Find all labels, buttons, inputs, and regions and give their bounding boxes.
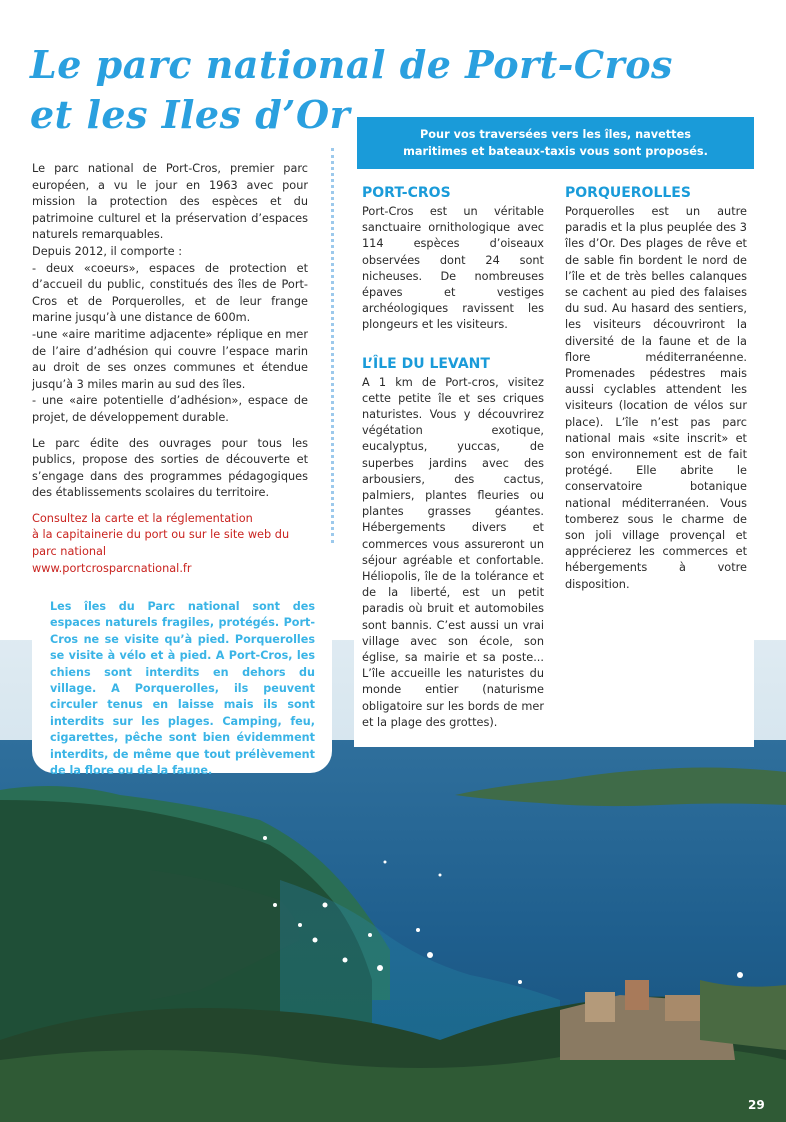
dotted-divider bbox=[331, 148, 334, 543]
section-text-porquerolles: Porquerolles est un autre paradis et la plus peuplée des 3 îles d’Or. Des plages de rêve et de sable fin bordent le nord de l’île et de très belles calanques se cachent au pied des falaises du sud. Au hasard des sentiers, les visiteurs découvriront la diversité de la faune et de la flore méditerranéenne. Promenades pédestres mais aussi cyclables attendent les visiteurs (location de vélos sur place). L’île n’est pas parc national mais «site inscrit» et son environnement est de fait protégé. Elle abrite le conservatoire botanique national méditerranéen. Vous tomberez sous le charme de son joli village provençal et apprécierez les commerces et hébergements à votre disposition. bbox=[565, 205, 747, 591]
intro-paragraph: Le parc national de Port-Cros, premier parc européen, a vu le jour en 1963 avec pour mission la protection des espèces et du patrimoine culturel et la préservation d’espaces naturels remarquables. bbox=[32, 162, 308, 242]
title-line-1: Le parc national de Port-Cros bbox=[30, 42, 673, 87]
section-heading-levant: L’ÎLE DU LEVANT bbox=[362, 355, 490, 372]
spacer bbox=[32, 502, 308, 511]
section-text-port-cros: Port-Cros est un véritable sanctuaire ornithologique avec 114 espèces d’oiseaux observées dont 24 sont nicheuses. De nombreuses épaves et vestiges archéologiques ravissent les plongeurs et les visiteurs. bbox=[362, 205, 544, 332]
section-text-levant: A 1 km de Port-cros, visitez cette petite île et ses criques naturistes. Vous y découvrirez végétation exotique, eucalyptus, yuccas, de superbes jardins avec des arbousiers, des cactus, palmiers, plantes fleuries ou plantes grasses géantes. Hébergements divers et commerces vous assureront un séjour agréable et confortable. Héliopolis, île de la tolérance et de la liberté, est un petit paradis où bruit et automobiles sont bannis. C’est aussi un vrai village avec son école, son église, sa mairie et sa poste... L’île accueille les naturistes du monde entier (naturisme obligatoire sur les bords de mer et la plage des grottes). bbox=[362, 375, 544, 729]
ferry-banner-text: Pour vos traversées vers les îles, navettes maritimes et bateaux-taxis vous sont proposés. bbox=[403, 128, 708, 158]
section-heading-port-cros: PORT-CROS bbox=[362, 185, 451, 201]
intro-paragraph: Le parc édite des ouvrages pour tous les publics, propose des sorties de découverte et s’engage dans des programmes pédagogiques des établissements scolaires du territoire. bbox=[32, 436, 308, 500]
intro-paragraph: Depuis 2012, il comporte : bbox=[32, 244, 183, 258]
regulation-note: à la capitainerie du port ou sur le site web du parc national bbox=[32, 528, 290, 559]
ferry-banner bbox=[357, 117, 754, 169]
page-number: 29 bbox=[748, 1098, 765, 1112]
title-line-2: et les Iles d’Or bbox=[30, 92, 351, 137]
notice-text: Les îles du Parc national sont des espaces naturels fragiles, protégés. Port-Cros ne se visite qu’à pied. Porquerolles se visite à vélo et à pied. A Port-Cros, les chiens sont interdits en dehors du village. A Porquerolles, ils peuvent circuler tenus en laisse mais ils sont interdits sur les plages. Camping, feu, cigarettes, pêche sont bien évidemment interdits, de même que tout prélèvement de la flore ou de la faune. bbox=[50, 600, 315, 778]
column-porquerolles bbox=[565, 184, 747, 593]
intro-column bbox=[32, 161, 308, 577]
intro-paragraph: - deux «coeurs», espaces de protection et d’accueil du public, constitués des îles de Port-Cros et de Porquerolles, et de leur frange marine jusqu’à une distance de 600m. bbox=[32, 261, 308, 325]
section-heading-porquerolles: PORQUEROLLES bbox=[565, 185, 691, 201]
spacer bbox=[32, 427, 308, 436]
intro-paragraph: -une «aire maritime adjacente» réplique en mer de l’aire d’adhésion qui couvre l’espace marin au droit de ses onzes communes et étendue jusqu’à 3 miles marin au sud des îles. bbox=[32, 327, 308, 391]
intro-paragraph: - une «aire potentielle d’adhésion», espace de projet, de développement durable. bbox=[32, 394, 308, 424]
park-website-link[interactable]: www.portcrosparcnational.fr bbox=[32, 561, 192, 575]
regulation-note: Consultez la carte et la réglementation bbox=[32, 511, 253, 525]
column-port-cros-levant bbox=[362, 184, 544, 731]
